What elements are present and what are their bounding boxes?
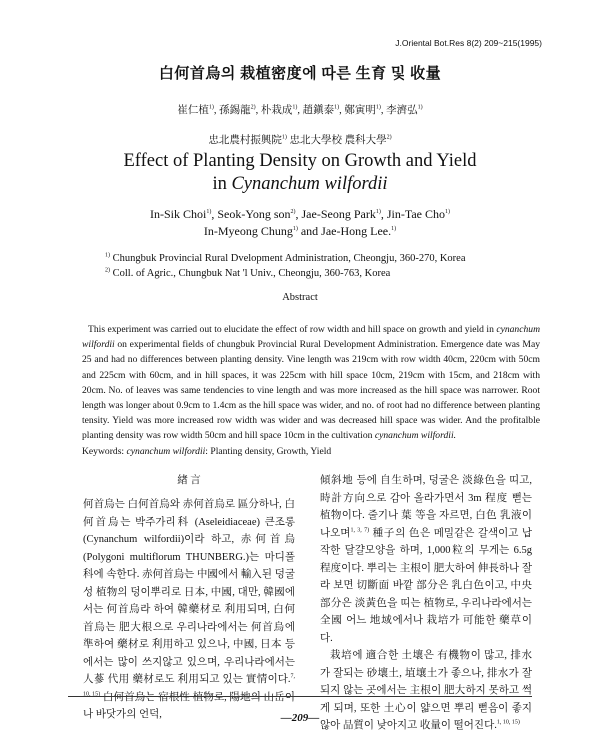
author-sup: 1) — [292, 226, 298, 232]
author-sup: 1) — [292, 104, 298, 111]
author-sup: 1) — [417, 104, 423, 111]
korean-title: 白何首烏의 栽植密度에 따른 生育 및 收量 — [158, 66, 442, 82]
english-author: Jin-Tae Cho — [386, 207, 445, 221]
korean-affiliations — [0, 132, 600, 147]
journal-citation: J.Oriental Bot.Res 8(2) 209~215(1995) — [395, 38, 542, 48]
abstract-text-start: This experiment was carried out to elucidate the effect of row width and hill space on growth and yield in — [88, 324, 497, 335]
abstract-heading: Abstract — [282, 292, 318, 303]
abstract-species-end: cynanchum wilfordii. — [374, 430, 457, 442]
korean-author: 鄭寅明 — [344, 105, 376, 116]
author-sup: 1) — [444, 209, 450, 215]
author-sup: 1) — [281, 134, 287, 141]
right-paragraph-2-text: 栽培에 適合한 土壤은 有機物이 많고, 排水가 잘되는 砂壤土, 埴壤土가 좋으나, 排水가 잘 되지 않는 곳에서는 主根이 肥大하지 못하고 썩게 되며, 또한 土心이 얇으면 뿌리 뻗음이 좋지 않아 品質이 낮아지고 收量이 떨어진다. — [320, 650, 532, 731]
title-line-1: Effect of Planting Density on Growth and Yield — [123, 151, 477, 171]
korean-author: 孫錫龍 — [219, 105, 251, 116]
left-paragraph — [83, 496, 295, 724]
title-line-2 — [0, 173, 600, 196]
affiliations-english — [105, 251, 466, 281]
citation-sup: 7, 10, 15) — [83, 673, 295, 697]
abstract-body — [82, 322, 540, 459]
english-author: Jae-Seong Park — [301, 207, 376, 221]
english-authors-line-2 — [0, 223, 600, 240]
english-author: Seok-Yong son — [217, 207, 291, 221]
author-sup: 1) — [206, 209, 212, 215]
author-sup: 1) — [375, 104, 381, 111]
korean-author: 李濟弘 — [386, 105, 418, 116]
affiliation-text: Coll. of Agric., Chungbuk Nat 'l Univ., Cheongju, 360-763, Korea — [110, 268, 391, 279]
affiliation-text: Chungbuk Provincial Rural Dvelopment Administration, Cheongju, 360-270, Korea — [110, 253, 466, 264]
abstract-species: cynanchum wilfordii — [82, 324, 540, 351]
keywords — [82, 444, 540, 459]
right-paragraph-1-rest: 種子의 色은 메밀같은 갈색이고 납작한 달걀모양을 하며, 1,000粒의 무게는 6.5g 程度이다. 뿌리는 主根이 肥大하여 伸長하나 잘라 보면 切斷面 바깥 部分은 乳白色이고, 中央 部分은 淡黃色을 띠는 植物로, 우리나라에서는 全國 어느 地域에서나 栽培가 可能한 藥草이다. — [320, 527, 532, 644]
korean-author: 趙鎭泰 — [302, 105, 335, 116]
author-sup: 1) — [375, 209, 381, 215]
keywords-label: Keywords: — [82, 445, 127, 457]
title-line-2-prefix: in — [212, 174, 232, 194]
korean-author: 朴栽成 — [260, 105, 293, 116]
body-column-left — [83, 472, 295, 724]
author-sup: 1) — [391, 226, 397, 232]
english-title — [0, 150, 600, 196]
english-author: In-Myeong Chung — [203, 224, 293, 238]
korean-affiliation: 忠北農村振興院 — [208, 135, 282, 146]
affiliation-line — [105, 251, 466, 266]
abstract-text-main: on experimental fields of chungbuk Provincial Rural Development Administration. Emergence date was May 25 and had no differences between planting density. Vine length was 219cm with row width 40cm, 220cm with 50cm and 225cm with 60cm, and in hill spaces, it was 225cm with hill space 10cm, 219cm with 15cm, and 218cm with 20cm. No. of leaves was same tendencies to vine length and was more increased as the hill space was narrower. Root length was longer about 0.9cm to 1.4cm as the hill space was wider, and no. of root had no difference between planting tensity. Yield was more increased row width was wider and was decreased hill space was wider. And the profitalble planting density was row width 50cm and hill space 10cm in the cultivation — [82, 339, 540, 442]
korean-affiliation: 忠北大學校 農科大學 — [289, 135, 387, 146]
affiliation-line — [105, 266, 466, 281]
left-paragraph-end: 白何首烏는 宿根性 植物로, 陽地의 山岳이나 바닷가의 언덕, — [83, 691, 296, 720]
author-sup: 2) — [386, 134, 392, 141]
author-sup: 1) — [208, 104, 214, 111]
author-sup: 2) — [290, 209, 296, 215]
english-authors-line-1: In-Sik Choi$^{1)}$, Seok-Yong son$^{2)}$, Jae-Seong Park$^{1)}$, Jin-Tae Cho$^{1)}$ — [150, 207, 450, 221]
right-paragraph-1-start: 傾斜地 등에 自生하며, 덩굴은 淡綠色을 띠고, 時計方向으로 감아 올라가면서 3m 程度 뻗는 植物이다. 줄기나 葉 等을 자르면, 白色 乳液이 나오며 — [320, 475, 532, 539]
author-sup: 1) — [334, 104, 340, 111]
keywords-species: cynanchum wilfordii — [126, 445, 206, 457]
affiliation-sup: 1) — [105, 252, 110, 259]
citation-sup: 1, 3, 7) — [350, 527, 370, 533]
page-number: —209— — [280, 712, 320, 724]
right-paragraph-1 — [320, 472, 532, 647]
author-sup: 2) — [250, 104, 256, 111]
citation-sup: 1, 10, 15) — [496, 719, 520, 726]
left-paragraph-text: 何首烏는 白何首烏와 赤何首烏로 區分하나, 白何首烏는 박주가리科 (Aseleidiaceae) 큰조롱 (Cynanchum wilfordii)이라 하고, 赤何首烏 (Polygoni multiflorum THUNBERG.)는 마디풀科에 속한다. 赤何首烏는 中國에서 輸入된 덩굴성 植物의 덩이뿌리로 日本, 中國, 대만, 韓國에서는 何首烏라 하여 韓藥材로 利用되며, 白何首烏는 肥大根으로 우리나라에서는 何首烏에 準하여 藥材로 利用하고 있으나, 中國, 日本 등에서는 많이 쓰지않고 있으며, 우리나라에서는 人蔘 代用 藥材로도 利用되고 있는 實情이다. — [83, 499, 295, 685]
korean-author: 崔仁植 — [177, 105, 209, 116]
korean-authors: 崔仁植$^{1)}$, 孫錫龍$^{2)}$, 朴栽成$^{1)}$, 趙鎭泰$^{1)}$, 鄭寅明$^{1)}$, 李濟弘$^{1)}$ — [177, 104, 423, 116]
title-species: Cynanchum wilfordii — [231, 174, 388, 194]
section-heading-introduction: 緖 言 — [177, 475, 201, 486]
english-authors — [0, 206, 600, 240]
affiliation-sup: 2) — [105, 267, 110, 274]
english-author: In-Sik Choi — [150, 207, 207, 221]
footer-rule — [68, 696, 532, 697]
keywords-list: : Planting density, Growth, Yield — [205, 445, 332, 457]
english-author: and Jae-Hong Lee. — [300, 224, 392, 238]
